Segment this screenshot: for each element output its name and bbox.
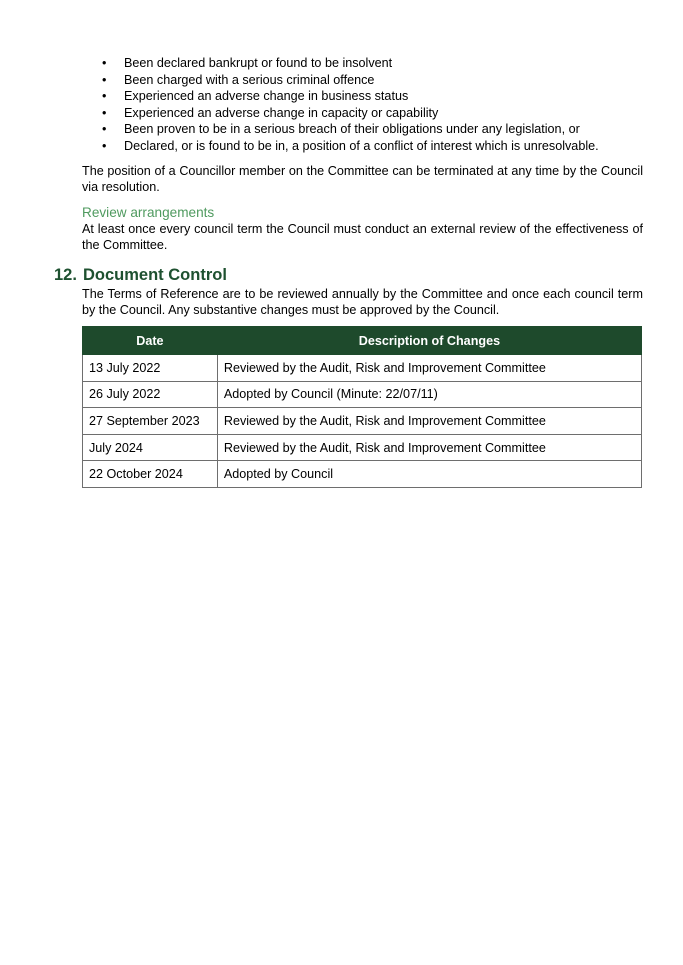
date-cell: 13 July 2022: [83, 355, 218, 382]
bullet-icon: •: [102, 138, 107, 153]
bullet-icon: •: [102, 105, 107, 120]
list-item-text: Experienced an adverse change in capacity or capability: [124, 105, 439, 120]
description-cell: Reviewed by the Audit, Risk and Improvement Committee: [217, 355, 641, 382]
list-item: [82, 55, 642, 72]
section-heading: [54, 265, 227, 286]
date-cell: 26 July 2022: [83, 381, 218, 408]
section-intro: The Terms of Reference are to be reviewed annually by the Committee and once each council term by the Council. Any substantive changes must be approved by the Council.: [82, 287, 643, 317]
description-cell: Reviewed by the Audit, Risk and Improvement Committee: [217, 408, 641, 435]
list-item-text: Been charged with a serious criminal offence: [124, 72, 375, 87]
date-cell: 22 October 2024: [83, 461, 218, 488]
column-header-date: Date: [83, 327, 218, 355]
list-item: [82, 72, 642, 89]
description-cell: Adopted by Council: [217, 461, 641, 488]
criteria-bullet-list: [82, 55, 642, 154]
list-item: [82, 88, 642, 105]
section-title: Document Control: [83, 266, 227, 284]
list-item: [82, 105, 642, 122]
bullet-icon: •: [102, 56, 107, 70]
section-number: 12.: [54, 266, 77, 284]
table-row: [83, 381, 642, 408]
description-cell: Reviewed by the Audit, Risk and Improvement Committee: [217, 434, 641, 461]
description-cell: Adopted by Council (Minute: 22/07/11): [217, 381, 641, 408]
review-arrangements-heading: Review arrangements: [82, 205, 215, 220]
table-row: [83, 434, 642, 461]
review-arrangements-text: At least once every council term the Council must conduct an external review of the effectiveness of the Committee.: [82, 222, 643, 252]
list-item: [82, 138, 642, 155]
list-item-text: Experienced an adverse change in business status: [124, 89, 409, 103]
column-header-description: Description of Changes: [217, 327, 641, 355]
table-row: [83, 408, 642, 435]
table-header-row: [83, 327, 642, 355]
table-row: [83, 461, 642, 488]
list-item-text: Been proven to be in a serious breach of their obligations under any legislation, or: [124, 122, 580, 136]
bullet-icon: •: [102, 122, 107, 136]
bullet-icon: •: [102, 89, 107, 103]
list-item-text: Been declared bankrupt or found to be insolvent: [124, 56, 393, 70]
date-cell: July 2024: [83, 434, 218, 461]
date-cell: 27 September 2023: [83, 408, 218, 435]
list-item: [82, 121, 642, 138]
termination-paragraph: The position of a Councillor member on the Committee can be terminated at any time by the Council via resolution.: [82, 164, 643, 194]
document-control-table: [82, 326, 642, 488]
table-row: [83, 355, 642, 382]
list-item-text: Declared, or is found to be in, a position of a conflict of interest which is unresolvable.: [124, 138, 599, 153]
bullet-icon: •: [102, 72, 107, 87]
